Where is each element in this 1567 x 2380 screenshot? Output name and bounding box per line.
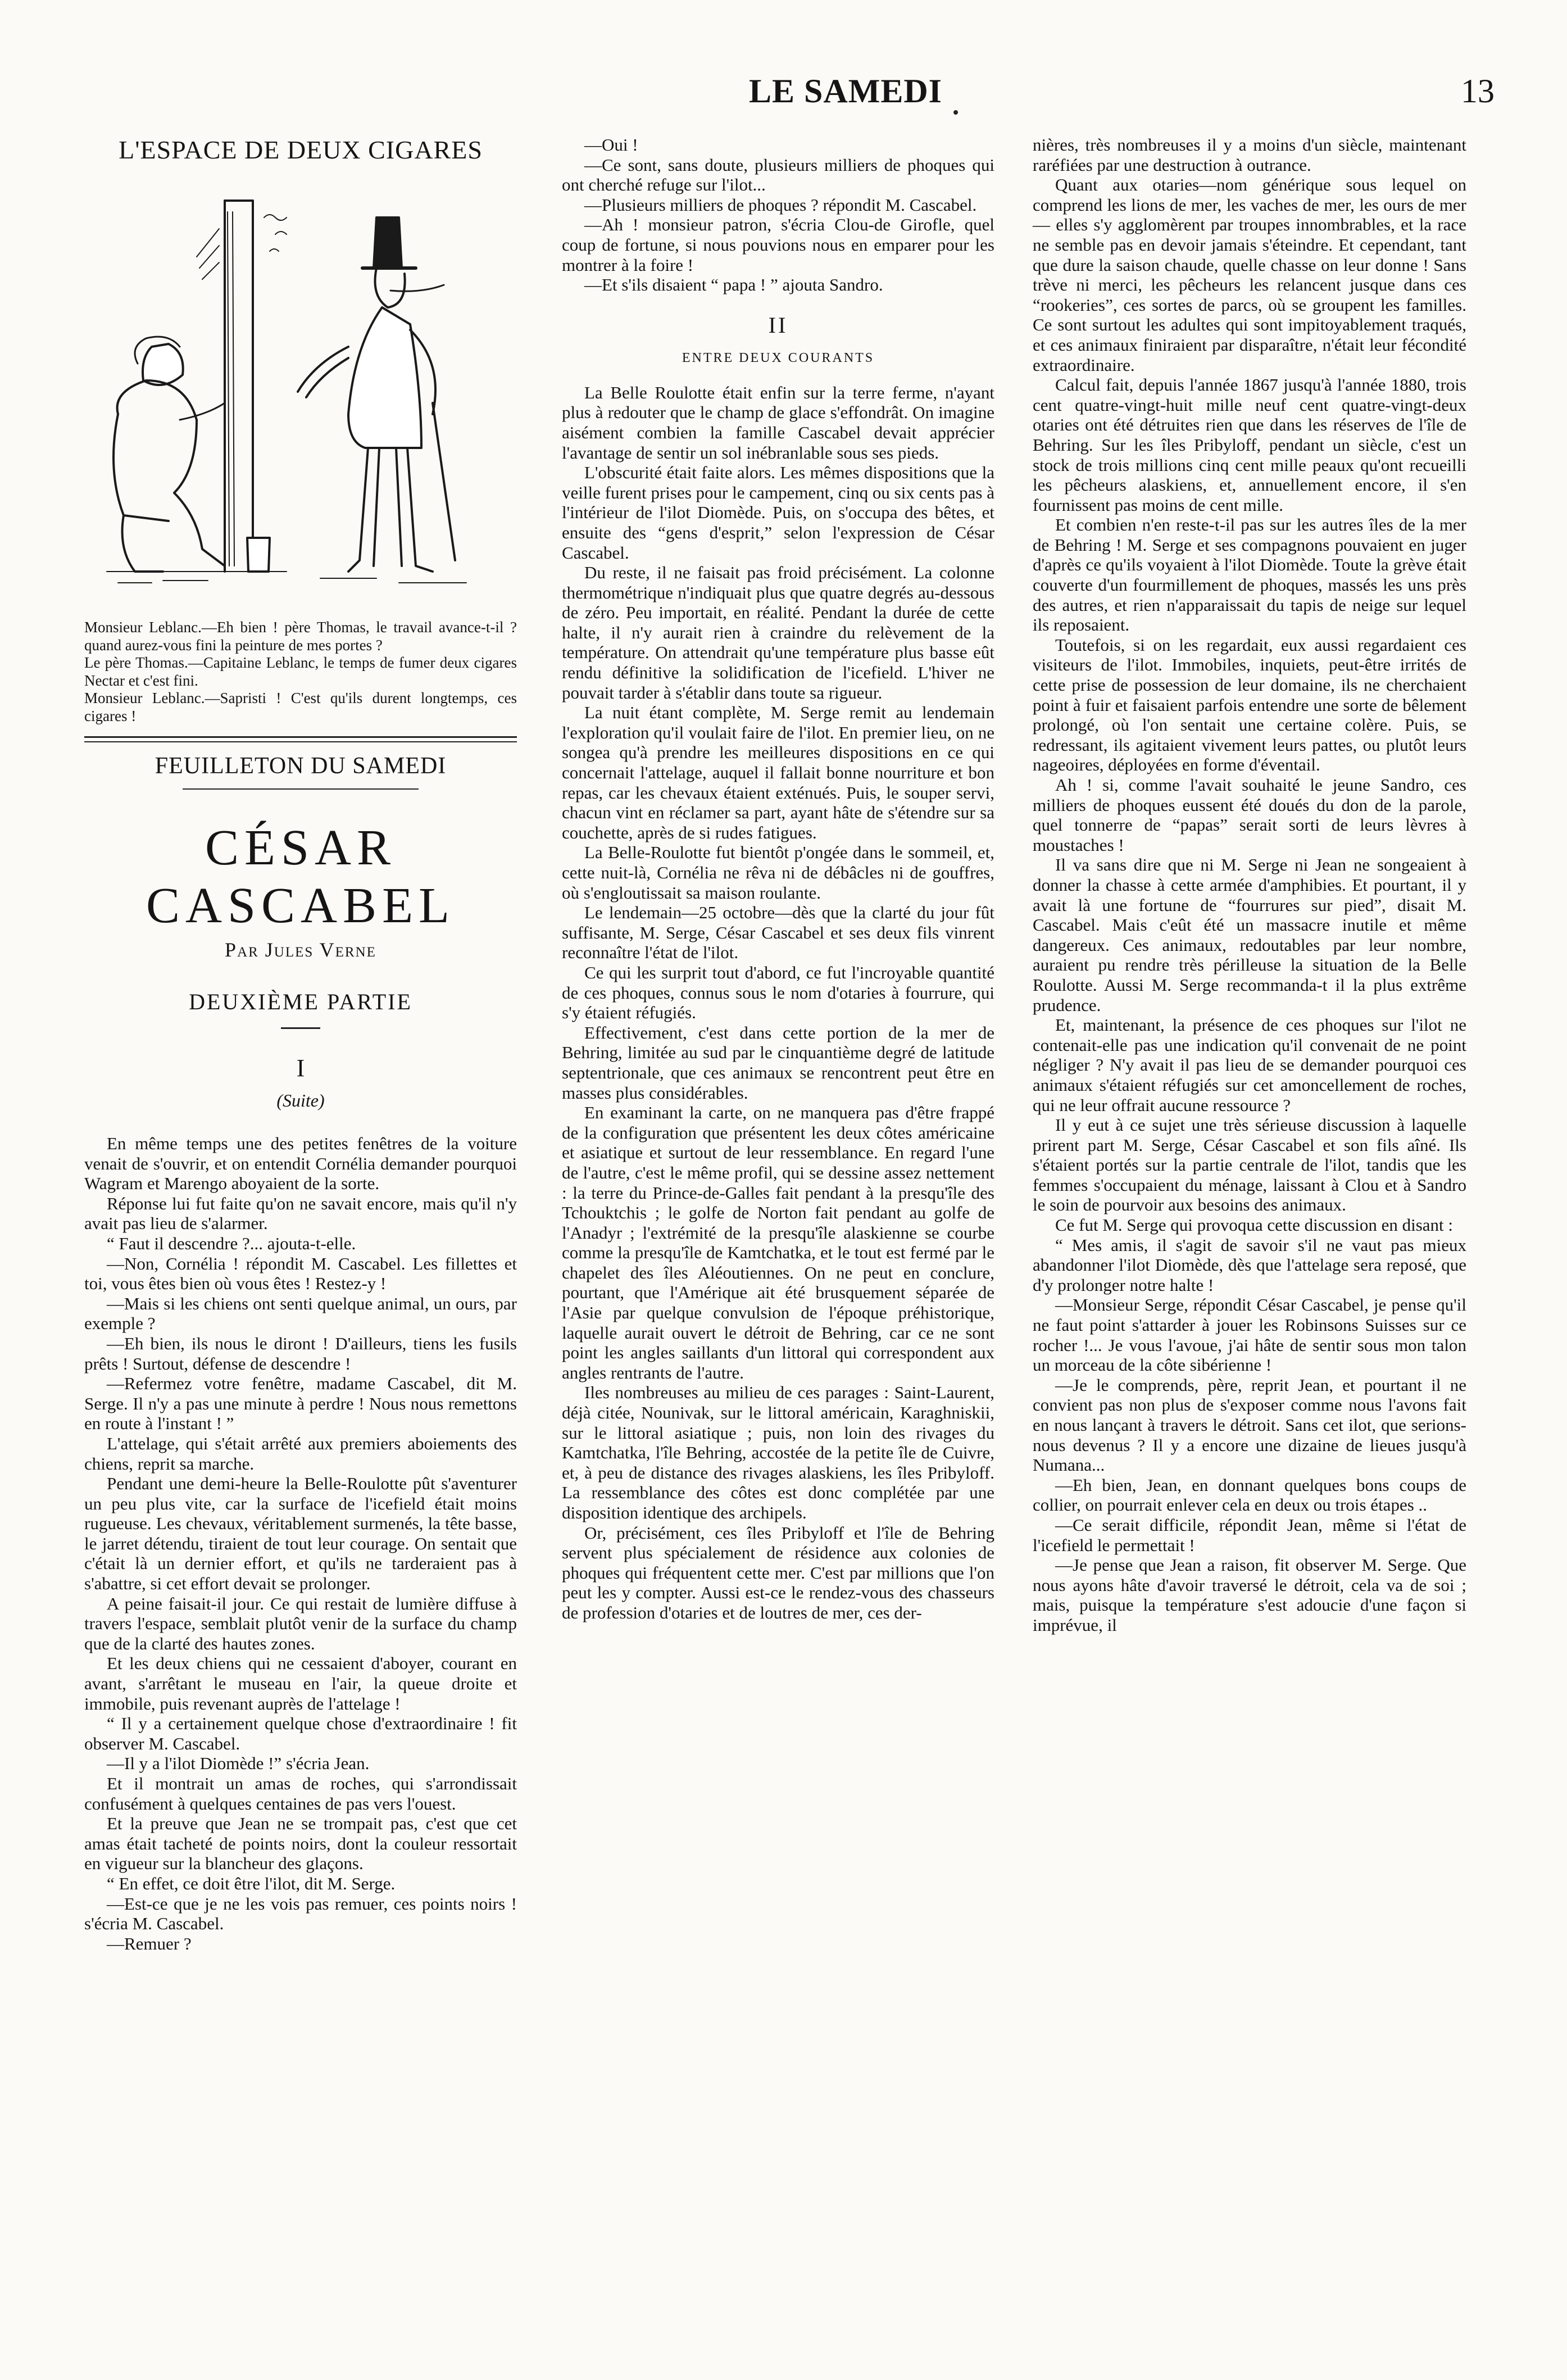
page-number: 13 [1461, 72, 1495, 110]
paragraph: A peine faisait-il jour. Ce qui restait de lumière diffuse à travers l'espace, semblait plutôt venir de la surface du champ que de la clarté des hautes zones. [84, 1593, 517, 1653]
paragraph: Et les deux chiens qui ne cessaient d'aboyer, courant en avant, s'arrêtant le museau en l'air, la queue droite et immobile, puis revenant auprès de l'attelage ! [84, 1653, 517, 1713]
paragraph: —Plusieurs milliers de phoques ? répondit M. Cascabel. [584, 194, 977, 215]
paragraph: —Mais si les chiens ont senti quelque animal, un ours, par exemple ? [84, 1293, 517, 1334]
header-dot [953, 110, 958, 115]
cartoon-drawing [84, 178, 517, 611]
page-header-title: LE SAMEDI [748, 72, 943, 110]
feuilleton-underline [183, 788, 419, 790]
paragraph: Il va sans dire que ni M. Serge ni Jean ne songeaient à donner la chasse à cette armée d'amphibies. Et pourtant, il y avait là une fortune de “fourrures sur pied”, disait M. Cascabel. Mais c'eût été un massacre inutile et même dangereux. Ces animaux, redoutables par leur nombre, auraient pu rendre très périlleuse la situation de la Belle Roulotte. Aussi M. Serge recommanda-t il la plus extrême prudence. [1033, 855, 1466, 1015]
paragraph: Quant aux otaries—nom générique sous lequel on comprend les lions de mer, les vaches de mer, les ours de mer — elles s'y agglomèrent par troupes innombrables, et la race ne semble pas en devoir jamais s'éteindre. Et cependant, tant que dure la saison chaude, quelle chasse on leur donne ! Sans trève ni merci, les pêcheurs les relancent jusque dans ces “rookeries”, ces sortes de parcs, où se groupent les familles. Ce sont surtout les adultes qui sont impitoyablement traqués, et ces animaux finiraient par disparaître, n'était leur fécondité extraordinaire. [1033, 175, 1466, 375]
paragraph: —Oui ! [584, 135, 638, 155]
short-rule [281, 1027, 320, 1029]
paragraph: En examinant la carte, on ne manquera pas d'être frappé de la configuration que présentent les deux côtes américaine et asiatique et surtout de leur ressemblance. En regard l'une de l'autre, c'est le même profil, qui se dessine assez nettement : la terre du Prince-de-Galles fait pendant à la presqu'île des Tchouktchis ; le golfe de Norton fait pendant au golfe de l'Anadyr ; l'extrémité de la presqu'île alaskienne se courbe comme la presqu'île de Kamtchatka, et le tout est fermé par le chapelet des îles Aléoutiennes. On ne peut en conclure, pourtant, que l'Amérique ait été brusquement séparée de l'Asie par quelque convulsion de l'époque préhistorique, laquelle aurait ouvert le détroit de Behring, car ce ne sont point les angles saillants d'un littoral qui correspondent aux angles rentrants de l'autre. [562, 1103, 994, 1382]
paragraph: —Eh bien, Jean, en donnant quelques bons coups de collier, on pourrait enlever cela en deux ou trois étapes .. [1033, 1475, 1466, 1515]
paragraph: Ce qui les surprit tout d'abord, ce fut l'incroyable quantité de ces phoques, connus sous le nom d'otaries à fourrure, qui s'y étaient réfugiés. [562, 962, 994, 1023]
paragraph: “ Il y a certainement quelque chose d'extraordinaire ! fit observer M. Cascabel. [84, 1713, 517, 1753]
paragraph: —Eh bien, ils nous le diront ! D'ailleurs, tiens les fusils prêts ! Surtout, défense de descendre ! [84, 1333, 517, 1373]
paragraph: En même temps une des petites fenêtres de la voiture venait de s'ouvrir, et on entendit Cornélia demander pourquoi Wagram et Marengo aboyaient de la sorte. [84, 1134, 517, 1194]
paragraph: —Ce sont, sans doute, plusieurs milliers de phoques qui ont cherché refuge sur l'ilot... [562, 155, 994, 195]
column-3 [1033, 135, 1466, 1635]
paragraph: La nuit étant complète, M. Serge remit au lendemain l'exploration qu'il voulait faire de l'ilot. En premier lieu, on ne songea qu'à prendre les meilleures dispositions en ce qui concernait l'attelage, auquel il fallait bonne nourriture et bon repas, car les chevaux étaient exténués. Puis, le souper servi, chacun vint en réclamer sa part, ayant hâte de s'étendre sur sa couchette, après de si rudes fatigues. [562, 702, 994, 842]
paragraph: Et, maintenant, la présence de ces phoques sur l'ilot ne contenait-elle pas une indication qu'il convenait de ne point négliger ? N'y avait il pas lieu de se demander pourquoi ces animaux s'étaient réfugiés sur cet amoncellement de roches, qui ne leur offrait aucune ressource ? [1033, 1015, 1466, 1115]
paragraph: Il y eut à ce sujet une très sérieuse discussion à laquelle prirent part M. Serge, César Cascabel et son fils aîné. Ils s'étaient portés sur la partie centrale de l'ilot, tandis que les femmes s'occupaient du ménage, laissant à Clou et à Sandro le soin de pourvoir aux besoins des animaux. [1033, 1115, 1466, 1215]
column-1 [84, 135, 517, 1953]
paragraph: Toutefois, si on les regardait, eux aussi regardaient ces visiteurs de l'ilot. Immobiles, inquiets, peut-être irrités de cette prise de possession de leur domaine, ils ne cherchaient point à fuir et faisaient parfois entendre une sorte de bêlement prolongé, où l'on sentait une certaine colère. Puis, se redressant, ils agitaient vivement leurs pattes, ou plutôt leurs nageoires, déployées en forme d'éventail. [1033, 634, 1466, 775]
paragraph: Calcul fait, depuis l'année 1867 jusqu'à l'année 1880, trois cent quatre-vingt-huit mille neuf cent quatre-vingt-deux otaries ont été détruites rien que dans les réserves de l'île de Behring. Sur les îles Pribyloff, pendant un siècle, c'est un stock de trois millions cinq cent mille peaux qu'ont recueilli les pêcheurs alaskiens, et, annuellement encore, il s'en fournissent pas moins de cent mille. [1033, 375, 1466, 515]
chapter-number: II [768, 312, 788, 338]
cartoon-illustration [84, 178, 517, 611]
paragraph: —Et s'ils disaient “ papa ! ” ajouta Sandro. [584, 275, 883, 295]
paragraph: —Ce serait difficile, répondit Jean, même si l'état de l'icefield le permettait ! [1033, 1515, 1466, 1555]
caption-line: Monsieur Leblanc.—Sapristi ! C'est qu'ils durent longtemps, ces cigares ! [84, 690, 517, 724]
cartoon-caption [84, 619, 517, 725]
suite-note: (Suite) [276, 1090, 325, 1110]
paragraph: “ Faut il descendre ?... ajouta-t-elle. [107, 1233, 356, 1253]
paragraph: L'obscurité était faite alors. Les mêmes dispositions que la veille furent prises pour le campement, cinq ou six cents pas à l'intérieur de l'ilot Diomède. Puis, on s'occupa des bêtes, et ensuite des “gens d'esprit,” selon l'expression de César Cascabel. [562, 463, 994, 563]
caption-line: Monsieur Leblanc.—Eh bien ! père Thomas, le travail avance-t-il ? quand aurez-vous fini la peinture de mes portes ? [84, 619, 517, 654]
paragraph: nières, très nombreuses il y a moins d'un siècle, maintenant raréfiées par une destruction à outrance. [1033, 135, 1466, 175]
section-rule-thin [84, 741, 517, 742]
book-author: Par Jules Verne [225, 939, 376, 961]
paragraph: Réponse lui fut faite qu'on ne savait encore, mais qu'il n'y avait pas lieu de s'alarmer. [84, 1193, 517, 1234]
feuilleton-heading: FEUILLETON DU SAMEDI [155, 753, 447, 779]
paragraph: —Monsieur Serge, répondit César Cascabel, je pense qu'il ne faut point s'attarder à jouer les Robinsons Suisses sur ce rocher !... Je vous l'avoue, j'ai hâte de sentir sous mon talon un morceau de la côte sibérienne ! [1033, 1295, 1466, 1375]
paragraph: Effectivement, c'est dans cette portion de la mer de Behring, limitée au sud par le cinquantième degré de latitude septentrionale, que ces animaux se rencontrent peut être en masses plus considérables. [562, 1022, 994, 1103]
paragraph: La Belle Roulotte était enfin sur la terre ferme, n'ayant plus à redouter que le champ de glace s'effondrât. On imagine aisément combien la famille Cascabel devait apprécier l'avantage de sentir un sol inébranlable sous ses pieds. [562, 382, 994, 463]
cartoon-title: L'ESPACE DE DEUX CIGARES [119, 135, 483, 164]
paragraph: La Belle-Roulotte fut bientôt p'ongée dans le sommeil, et, cette nuit-là, Cornélia ne rêva ni de débâcles ni de gouffres, où s'engloutissait sa maison roulante. [562, 842, 994, 903]
paragraph: Et il montrait un amas de roches, qui s'arrondissait confusément à quelques centaines de pas vers l'ouest. [84, 1774, 517, 1814]
paragraph: “ Mes amis, il s'agit de savoir s'il ne vaut pas mieux abandonner l'ilot Diomède, dès que l'attelage sera reposé, que d'y prolonger notre halte ! [1033, 1235, 1466, 1295]
paragraph: Le lendemain—25 octobre—dès que la clarté du jour fût suffisante, M. Serge, César Cascabel et ses deux fils vinrent reconnaître l'état de l'ilot. [562, 903, 994, 963]
paragraph: —Non, Cornélia ! répondit M. Cascabel. Les fillettes et toi, vous êtes bien où vous êtes ! Restez-y ! [84, 1253, 517, 1294]
paragraph: “ En effet, ce doit être l'ilot, dit M. Serge. [107, 1873, 396, 1893]
paragraph: —Je pense que Jean a raison, fit observer M. Serge. Que nous ayons hâte d'avoir traversé le détroit, cela va de soi ; mais, puisque la température s'est adoucie d'une façon si imprévue, il [1033, 1555, 1466, 1635]
paragraph: Et combien n'en reste-t-il pas sur les autres îles de la mer de Behring ! M. Serge et ses compagnons pouvaient en juger d'après ce qu'ils voyaient à l'ilot Diomède. Toute la grève était couverte d'un fourmillement de phoques, massés les uns près des autres, et rien n'apparaissait du tapis de neige sur lequel ils reposaient. [1033, 515, 1466, 635]
paragraph: Et la preuve que Jean ne se trompait pas, c'est que cet amas était tacheté de points noirs, dont la couleur ressortait en vigueur sur la blancheur des glaçons. [84, 1814, 517, 1874]
caption-line: Le père Thomas.—Capitaine Leblanc, le temps de fumer deux cigares Nectar et c'est fini. [84, 654, 517, 689]
paragraph: —Remuer ? [107, 1933, 192, 1953]
paragraph: Or, précisément, ces îles Pribyloff et l'île de Behring servent plus spécialement de résidence aux colonies de phoques qui fréquentent cette mer. C'est par millions que l'on peut les y compter. Aussi est-ce le rendez-vous des chasseurs de profession d'otaries et de loutres de mer, ces der- [562, 1522, 994, 1622]
chapter-number: I [296, 1054, 305, 1082]
paragraph: —Ah ! monsieur patron, s'écria Clou-de Girofle, quel coup de fortune, si nous pouvions nous en emparer pour les montrer à la foire ! [562, 215, 994, 275]
column-2 [562, 135, 994, 1623]
paragraph: —Je le comprends, père, reprit Jean, et pourtant il ne convient pas non plus de s'exposer comme nous l'avons fait en nous lançant à travers le détroit. Sans cet ilot, que serions-nous devenus ? Il y a encore une dizaine de lieues jusqu'à Numana... [1033, 1375, 1466, 1475]
paragraph: L'attelage, qui s'était arrêté aux premiers aboiements des chiens, reprit sa marche. [84, 1433, 517, 1474]
paragraph: Ah ! si, comme l'avait souhaité le jeune Sandro, ces milliers de phoques eussent été doués du don de la parole, quel tonnerre de “papas” serait sorti de leurs lèvres à moustaches ! [1033, 775, 1466, 855]
paragraph: Du reste, il ne faisait pas froid précisément. La colonne thermométrique n'indiquait plus que quatre degrés au-dessous de zéro. Peu importait, en réalité. Pendant la durée de cette halte, il n'y aurait rien à craindre du relèvement de la température. On attendrait qu'une température plus basse eût rendu définitive la solidification de l'icefield. L'hiver ne pouvait tarder à s'établir dans toute sa rigueur. [562, 563, 994, 702]
paragraph: Ce fut M. Serge qui provoqua cette discussion en disant : [1055, 1215, 1454, 1235]
paragraph: Iles nombreuses au milieu de ces parages : Saint-Laurent, déjà citée, Nounivak, sur le littoral américain, Karaghniskii, sur le littoral asiatique ; puis, non loin des rivages du Kamtchatka, l'île Behring, accostée de la petite île de Cuivre, et, à peu de distance des rivages alaskiens, les îles Pribyloff. La ressemblance des côtes est donc complétée par une disposition identique des archipels. [562, 1382, 994, 1522]
section-rule [84, 736, 517, 738]
paragraph: Pendant une demi-heure la Belle-Roulotte pût s'aventurer un peu plus vite, car la surface de l'icefield était moins rugueuse. Les chevaux, véritablement surmenés, la tête basse, le jarret détendu, tiraient de tout leur courage. On sentait que c'était là un dernier effort, et qu'ils ne tarderaient pas à s'abattre, si cet effort devait se prolonger. [84, 1474, 517, 1594]
col1-text [84, 1134, 517, 1953]
paragraph: —Refermez votre fenêtre, madame Cascabel, dit M. Serge. Il n'y a pas une minute à perdre ! Nous nous remettons en route à l'instant ! ” [84, 1373, 517, 1434]
paragraph: —Il y a l'ilot Diomède !” s'écria Jean. [107, 1753, 370, 1774]
chapter-title: ENTRE DEUX COURANTS [682, 350, 875, 365]
paragraph: —Est-ce que je ne les vois pas remuer, ces points noirs ! s'écria M. Cascabel. [84, 1893, 517, 1934]
book-title: CÉSAR CASCABEL [146, 820, 456, 933]
part-heading: DEUXIÈME PARTIE [189, 989, 412, 1014]
